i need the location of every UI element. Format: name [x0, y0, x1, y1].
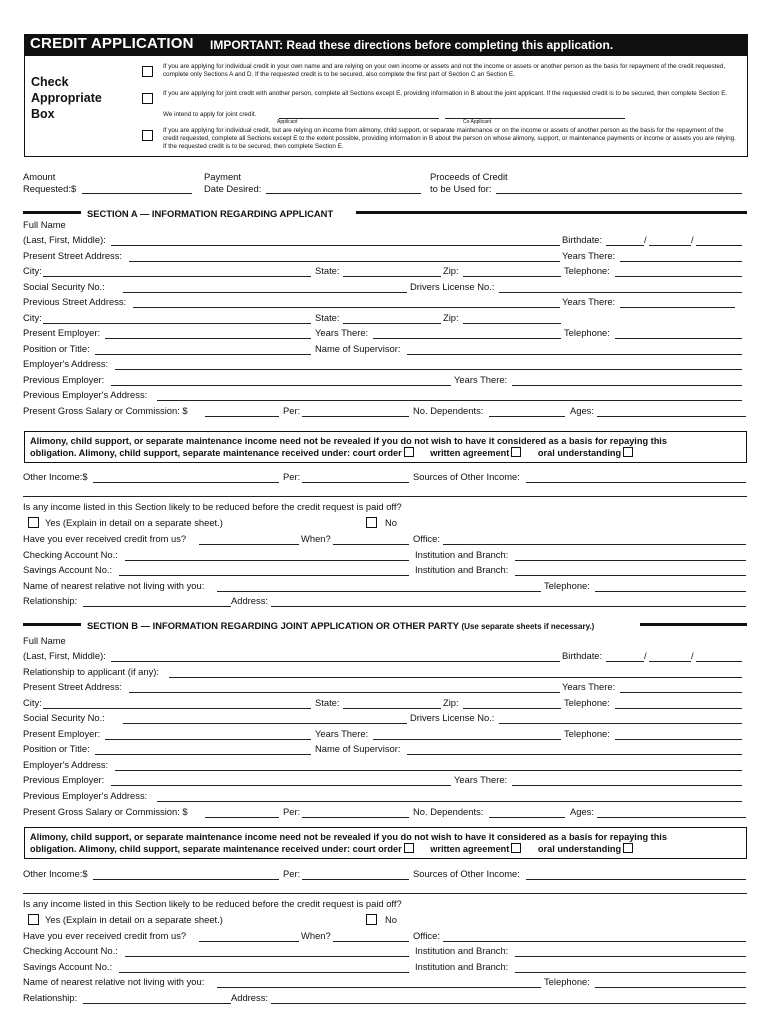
b-birthdate-year-line[interactable]: [696, 661, 742, 662]
reduced-question-text-b: Is any income listed in this Section likely to be reduced before the credit request is paid off?: [23, 898, 402, 909]
section-a-bar-left: [23, 211, 81, 214]
city-row: [23, 265, 746, 279]
other-income-per-label-a: Per:: [283, 471, 301, 482]
received-credit-label-b: Have you ever received credit from us?: [23, 930, 187, 941]
individual-credit-checkbox[interactable]: [142, 66, 153, 77]
position-label: Position or Title:: [23, 343, 90, 354]
b-salary-per-line[interactable]: [302, 817, 409, 818]
savings-institution-line-b[interactable]: [515, 972, 746, 973]
relationship-label-b: Relationship:: [23, 992, 78, 1003]
salary-per-label: Per:: [283, 405, 301, 416]
present-employer-line[interactable]: [105, 338, 311, 339]
b-birthdate-month-line[interactable]: [606, 661, 644, 662]
court-order-checkbox-b[interactable]: [404, 843, 414, 853]
b-supervisor-label: Name of Supervisor:: [315, 743, 401, 754]
savings-label-b: Savings Account No.:: [23, 961, 113, 972]
payment-date-field: [204, 171, 261, 195]
sources-continuation-line-b[interactable]: [23, 893, 747, 894]
dependents-line[interactable]: [489, 416, 565, 417]
b-salary-row: [23, 806, 746, 820]
relationship-line-a[interactable]: [83, 606, 231, 607]
b-dependents-label: No. Dependents:: [413, 806, 484, 817]
supervisor-label: Name of Supervisor:: [315, 343, 401, 354]
b-state-label: State:: [315, 697, 340, 708]
full-name-label-row: [23, 219, 746, 233]
birthdate-day-line[interactable]: [649, 245, 691, 246]
b-prev-employer-years-label: Years There:: [454, 774, 508, 785]
salary-row: [23, 405, 746, 419]
prev-employer-address-row: [23, 389, 746, 403]
telephone-line[interactable]: [615, 276, 742, 277]
proceeds-label-2: to be Used for:: [430, 183, 492, 194]
present-street-label: Present Street Address:: [23, 250, 123, 261]
prev-employer-years-label: Years There:: [454, 374, 508, 385]
b-drivers-license-label: Drivers License No.:: [410, 712, 495, 723]
written-agreement-checkbox-b[interactable]: [511, 843, 521, 853]
relationship-address-line-b[interactable]: [271, 1003, 746, 1004]
oral-understanding-checkbox-a[interactable]: [623, 447, 633, 457]
present-employer-label: Present Employer:: [23, 327, 101, 338]
employer-years-line[interactable]: [373, 338, 561, 339]
section-b-title-main: SECTION B — INFORMATION REGARDING JOINT APPLICATION OR OTHER PARTY: [87, 620, 459, 631]
b-ssn-line[interactable]: [123, 723, 407, 724]
relationship-label-a: Relationship:: [23, 595, 78, 606]
sources-line-a[interactable]: [526, 482, 746, 483]
b-drivers-license-line[interactable]: [499, 723, 742, 724]
prev-employer-address-label: Previous Employer's Address:: [23, 389, 148, 400]
b-previous-employer-row: [23, 774, 746, 788]
alimony-notice-a: [24, 431, 747, 463]
when-line-a[interactable]: [333, 544, 409, 545]
institution-label-a: Institution and Branch:: [415, 549, 509, 560]
relative-telephone-label-b: Telephone:: [544, 976, 590, 987]
b-position-label: Position or Title:: [23, 743, 90, 754]
drivers-license-label: Drivers License No.:: [410, 281, 495, 292]
amount-requested-field: [23, 171, 76, 195]
ssn-line[interactable]: [123, 292, 407, 293]
b-relationship-applicant-label: Relationship to applicant (if any):: [23, 666, 160, 677]
relationship-address-label-a: Address:: [231, 595, 268, 606]
b-zip-label: Zip:: [443, 697, 459, 708]
when-label-a: When?: [301, 533, 331, 544]
checking-row-b: [23, 945, 746, 959]
reduced-question-a: [23, 501, 746, 515]
payment-label-2: Date Desired:: [204, 183, 262, 194]
b-employer-row: [23, 728, 746, 742]
reduced-no-checkbox-a[interactable]: [366, 517, 377, 528]
written-agreement-checkbox-a[interactable]: [511, 447, 521, 457]
amount-requested-line[interactable]: [82, 193, 192, 194]
b-name-input-line[interactable]: [111, 661, 560, 662]
relative-line-a[interactable]: [217, 591, 541, 592]
ages-line[interactable]: [597, 416, 746, 417]
prev-city-row: [23, 312, 746, 326]
section-b-bar-right: [640, 623, 747, 626]
section-b-bar-left: [23, 623, 81, 626]
alimony-notice-b: [24, 827, 747, 859]
gross-salary-label: Present Gross Salary or Commission: $: [23, 405, 188, 416]
reduced-no-label-b: No: [385, 914, 397, 925]
b-position-row: [23, 743, 746, 757]
check-appropriate-box-label: [31, 74, 102, 122]
amount-label-1: Amount: [23, 171, 56, 182]
prev-zip-label: Zip:: [443, 312, 459, 323]
employer-telephone-line[interactable]: [615, 338, 742, 339]
when-label-b: When?: [301, 930, 331, 941]
supervisor-line[interactable]: [407, 354, 742, 355]
proceeds-line[interactable]: [496, 193, 742, 194]
birthdate-year-line[interactable]: [696, 245, 742, 246]
years-there-line[interactable]: [620, 261, 742, 262]
other-income-per-line-a[interactable]: [302, 482, 409, 483]
check-label-line2: Appropriate: [31, 91, 102, 105]
previous-employer-line[interactable]: [111, 385, 451, 386]
b-telephone-line[interactable]: [615, 708, 742, 709]
city-line[interactable]: [43, 276, 311, 277]
court-order-checkbox-a[interactable]: [404, 447, 414, 457]
other-income-line-a[interactable]: [93, 482, 279, 483]
reduced-question-text-a: Is any income listed in this Section likely to be reduced before the credit request is paid off?: [23, 501, 402, 512]
b-present-address-row: [23, 681, 746, 695]
alimony-line2-a: obligation. Alimony, child support, separate maintenance received under: court order: [30, 448, 402, 458]
b-employer-years-label: Years There:: [315, 728, 369, 739]
telephone-label: Telephone:: [564, 265, 610, 276]
check-label-line3: Box: [31, 107, 55, 121]
b-present-employer-label: Present Employer:: [23, 728, 101, 739]
ssn-label: Social Security No.:: [23, 281, 105, 292]
checking-line-a[interactable]: [125, 560, 409, 561]
amount-label-2: Requested:$: [23, 183, 77, 194]
prev-employer-years-line[interactable]: [512, 385, 742, 386]
b-prev-employer-years-line[interactable]: [512, 785, 742, 786]
b-ages-line[interactable]: [597, 817, 746, 818]
alimony-line1-a: Alimony, child support, or separate maintenance income need not be revealed if you do not wish to have it considered as a basis for repaying this: [30, 436, 667, 446]
reduced-no-checkbox-b[interactable]: [366, 914, 377, 925]
prev-state-line[interactable]: [343, 323, 441, 324]
b-prev-employer-address-row: [23, 790, 746, 804]
institution-label-b: Institution and Branch:: [415, 945, 509, 956]
b-relationship-applicant-row: [23, 666, 746, 680]
prev-employer-address-line[interactable]: [157, 400, 742, 401]
savings-institution-label-b: Institution and Branch:: [415, 961, 509, 972]
relationship-address-line-a[interactable]: [271, 606, 746, 607]
oral-understanding-checkbox-b[interactable]: [623, 843, 633, 853]
oral-understanding-label-a: oral understanding: [537, 448, 622, 458]
b-employer-address-row: [23, 759, 746, 773]
state-label: State:: [315, 265, 340, 276]
payment-date-line[interactable]: [266, 193, 421, 194]
zip-label: Zip:: [443, 265, 459, 276]
b-present-street-label: Present Street Address:: [23, 681, 123, 692]
b-city-line[interactable]: [43, 708, 311, 709]
savings-row-b: [23, 961, 746, 975]
b-employer-address-label: Employer's Address:: [23, 759, 109, 770]
b-prev-employer-address-label: Previous Employer's Address:: [23, 790, 148, 801]
employer-address-row: [23, 358, 746, 372]
savings-institution-line-a[interactable]: [515, 575, 746, 576]
relative-telephone-line-b[interactable]: [595, 987, 746, 988]
position-row: [23, 343, 746, 357]
relationship-line-b[interactable]: [83, 1003, 231, 1004]
relationship-row-b: [23, 992, 746, 1006]
years-there-label: Years There:: [562, 250, 616, 261]
option-joint-text: If you are applying for joint credit with another person, complete all Sections except E, providing information in B about the joint applicant. If the requested credit is to be secured, then complete Section E.: [163, 90, 728, 97]
b-city-label: City:: [23, 697, 42, 708]
b-years-there-line[interactable]: [620, 692, 742, 693]
b-previous-employer-line[interactable]: [111, 785, 451, 786]
instructions-box: [24, 56, 748, 157]
b-city-row: [23, 697, 746, 711]
savings-row-a: [23, 564, 746, 578]
prev-city-line[interactable]: [43, 323, 311, 324]
b-employer-telephone-line[interactable]: [615, 739, 742, 740]
b-present-street-line[interactable]: [129, 692, 560, 693]
relative-line-b[interactable]: [217, 987, 541, 988]
b-relationship-applicant-line[interactable]: [169, 677, 742, 678]
written-agreement-label-a: written agreement: [430, 448, 510, 458]
savings-line-a[interactable]: [119, 575, 409, 576]
section-b-header: [23, 619, 747, 633]
relative-telephone-label-a: Telephone:: [544, 580, 590, 591]
oral-understanding-label-b: oral understanding: [537, 844, 622, 854]
sources-continuation-line-a[interactable]: [23, 496, 747, 497]
check-label-line1: Check: [31, 75, 69, 89]
office-line-a[interactable]: [443, 544, 746, 545]
salary-per-line[interactable]: [302, 416, 409, 417]
other-income-row-b: [23, 868, 746, 882]
b-ssn-row: [23, 712, 746, 726]
relationship-address-label-b: Address:: [231, 992, 268, 1003]
b-last-first-middle-label: (Last, First, Middle):: [23, 650, 106, 661]
proceeds-field: [430, 171, 508, 195]
intend-joint-text: We intend to apply for joint credit.: [163, 111, 257, 118]
section-b-title: [87, 620, 594, 631]
b-employer-telephone-label: Telephone:: [564, 728, 610, 739]
reduced-question-b: [23, 898, 746, 912]
relative-row-a: [23, 580, 746, 594]
birthdate-month-line[interactable]: [606, 245, 644, 246]
previous-employer-label: Previous Employer:: [23, 374, 105, 385]
ages-label: Ages:: [570, 405, 594, 416]
savings-line-b[interactable]: [119, 972, 409, 973]
checking-line-b[interactable]: [125, 956, 409, 957]
previous-street-label: Previous Street Address:: [23, 296, 127, 307]
applicant-caption: Applicant: [277, 119, 298, 125]
full-name-label: Full Name: [23, 219, 66, 230]
b-salary-per-label: Per:: [283, 806, 301, 817]
sources-line-b[interactable]: [526, 879, 746, 880]
savings-institution-label-a: Institution and Branch:: [415, 564, 509, 575]
section-a-title: SECTION A — INFORMATION REGARDING APPLICANT: [87, 208, 334, 219]
b-supervisor-line[interactable]: [407, 754, 742, 755]
checking-row-a: [23, 549, 746, 563]
name-row: (Last, First, Middle): Birthdate: / /: [23, 234, 746, 248]
prev-zip-line[interactable]: [463, 323, 561, 324]
zip-line[interactable]: [463, 276, 561, 277]
reduced-no-label-a: No: [385, 517, 397, 528]
last-first-middle-label: (Last, First, Middle):: [23, 234, 106, 245]
b-years-there-label: Years There:: [562, 681, 616, 692]
b-telephone-label: Telephone:: [564, 697, 610, 708]
important-note: IMPORTANT: Read these directions before completing this application.: [210, 38, 614, 52]
option-individual-text: If you are applying for individual credit in your own name and are relying on your own income or assets and not the income or assets or another person as the basis for repayment of the credit requested, complete only Sections A and D. If the requested credit is to be secured, also complete the first part of Section C an Section E.: [163, 63, 726, 78]
joint-credit-checkbox[interactable]: [142, 93, 153, 104]
name-input-line[interactable]: [111, 245, 560, 246]
received-credit-line-b[interactable]: [199, 941, 299, 942]
received-credit-line-a[interactable]: [199, 544, 299, 545]
relative-label-a: Name of nearest relative not living with you:: [23, 580, 205, 591]
relative-label-b: Name of nearest relative not living with you:: [23, 976, 205, 987]
prev-state-label: State:: [315, 312, 340, 323]
b-previous-employer-label: Previous Employer:: [23, 774, 105, 785]
section-a-bar-right: [356, 211, 747, 214]
relative-telephone-line-a[interactable]: [595, 591, 746, 592]
b-gross-salary-label: Present Gross Salary or Commission: $: [23, 806, 188, 817]
b-present-employer-line[interactable]: [105, 739, 311, 740]
b-employer-address-line[interactable]: [115, 770, 742, 771]
applicant-signature-line[interactable]: [279, 118, 439, 119]
office-line-b[interactable]: [443, 941, 746, 942]
other-income-row-a: [23, 471, 746, 485]
institution-line-a[interactable]: [515, 560, 746, 561]
yes-no-row-b: [23, 914, 746, 928]
present-address-row: [23, 250, 746, 264]
birthdate-label: Birthdate:: [562, 234, 603, 245]
previous-employer-row: [23, 374, 746, 388]
alimony-line2-b: obligation. Alimony, child support, separate maintenance received under: court order: [30, 844, 402, 854]
other-income-per-line-b[interactable]: [302, 879, 409, 880]
state-line[interactable]: [343, 276, 441, 277]
received-credit-row-a: [23, 533, 746, 547]
previous-address-row: [23, 296, 746, 310]
reduced-yes-label-b: Yes (Explain in detail on a separate sheet.): [45, 914, 223, 925]
other-income-line-b[interactable]: [93, 879, 279, 880]
proceeds-label-1: Proceeds of Credit: [430, 171, 508, 182]
b-state-line[interactable]: [343, 708, 441, 709]
received-credit-label-a: Have you ever received credit from us?: [23, 533, 187, 544]
b-prev-employer-address-line[interactable]: [157, 801, 742, 802]
b-name-row: (Last, First, Middle): Birthdate: / /: [23, 650, 746, 664]
other-income-label-b: Other Income:$: [23, 868, 88, 879]
reduced-yes-checkbox-b[interactable]: [28, 914, 39, 925]
dependents-label: No. Dependents:: [413, 405, 484, 416]
b-birthdate-day-line[interactable]: [649, 661, 691, 662]
b-ssn-label: Social Security No.:: [23, 712, 105, 723]
prev-years-there-label: Years There:: [562, 296, 616, 307]
option-other-income-text: If you are applying for individual credit, but are relying on income from alimony, child support, or separate maintenance or on the income or assets of another person as the basis for the repayment of the credit requested, complete all Sections except E to the extent possible, providing information in B about the person on whose alimony, support, or maintenance payments or income or assets you are relying. If the requested credit is to be secured, then complete Section E.: [163, 127, 736, 150]
ssn-row: [23, 281, 746, 295]
payment-label-1: Payment: [204, 171, 241, 182]
b-employer-years-line[interactable]: [373, 739, 561, 740]
relationship-row-a: [23, 595, 746, 609]
co-applicant-caption: Co Applicant: [463, 119, 492, 125]
b-zip-line[interactable]: [463, 708, 561, 709]
yes-no-row-a: [23, 517, 746, 531]
savings-label-a: Savings Account No.:: [23, 564, 113, 575]
employer-telephone-label: Telephone:: [564, 327, 610, 338]
received-credit-row-b: [23, 930, 746, 944]
present-street-line[interactable]: [129, 261, 560, 262]
checking-label-b: Checking Account No.:: [23, 945, 118, 956]
employer-address-line[interactable]: [115, 369, 742, 370]
reduced-yes-checkbox-a[interactable]: [28, 517, 39, 528]
b-full-name-label-row: [23, 635, 746, 649]
employer-years-label: Years There:: [315, 327, 369, 338]
reduced-yes-label-a: Yes (Explain in detail on a separate sheet.): [45, 517, 223, 528]
position-line[interactable]: [95, 354, 311, 355]
other-income-credit-checkbox[interactable]: [142, 130, 153, 141]
drivers-license-line[interactable]: [499, 292, 742, 293]
gross-salary-line[interactable]: [205, 416, 279, 417]
office-label-b: Office:: [413, 930, 440, 941]
institution-line-b[interactable]: [515, 956, 746, 957]
when-line-b[interactable]: [333, 941, 409, 942]
b-full-name-label: Full Name: [23, 635, 66, 646]
b-position-line[interactable]: [95, 754, 311, 755]
sources-label-b: Sources of Other Income:: [413, 868, 520, 879]
alimony-line1-b: Alimony, child support, or separate maintenance income need not be revealed if you do not wish to have it considered as a basis for repaying this: [30, 832, 667, 842]
section-b-title-note: (Use separate sheets if necessary.): [461, 622, 595, 631]
employer-row: [23, 327, 746, 341]
b-ages-label: Ages:: [570, 806, 594, 817]
checking-label-a: Checking Account No.:: [23, 549, 118, 560]
city-label: City:: [23, 265, 42, 276]
prev-city-label: City:: [23, 312, 42, 323]
written-agreement-label-b: written agreement: [430, 844, 510, 854]
title-bar: [24, 34, 748, 56]
other-income-label-a: Other Income:$: [23, 471, 88, 482]
relative-row-b: [23, 976, 746, 990]
b-birthdate-label: Birthdate:: [562, 650, 603, 661]
b-dependents-line[interactable]: [489, 817, 565, 818]
prev-years-there-line[interactable]: [620, 307, 735, 308]
employer-address-label: Employer's Address:: [23, 358, 109, 369]
b-gross-salary-line[interactable]: [205, 817, 279, 818]
previous-street-line[interactable]: [133, 307, 560, 308]
office-label-a: Office:: [413, 533, 440, 544]
form-title: CREDIT APPLICATION: [30, 35, 194, 52]
sources-label-a: Sources of Other Income:: [413, 471, 520, 482]
other-income-per-label-b: Per:: [283, 868, 301, 879]
